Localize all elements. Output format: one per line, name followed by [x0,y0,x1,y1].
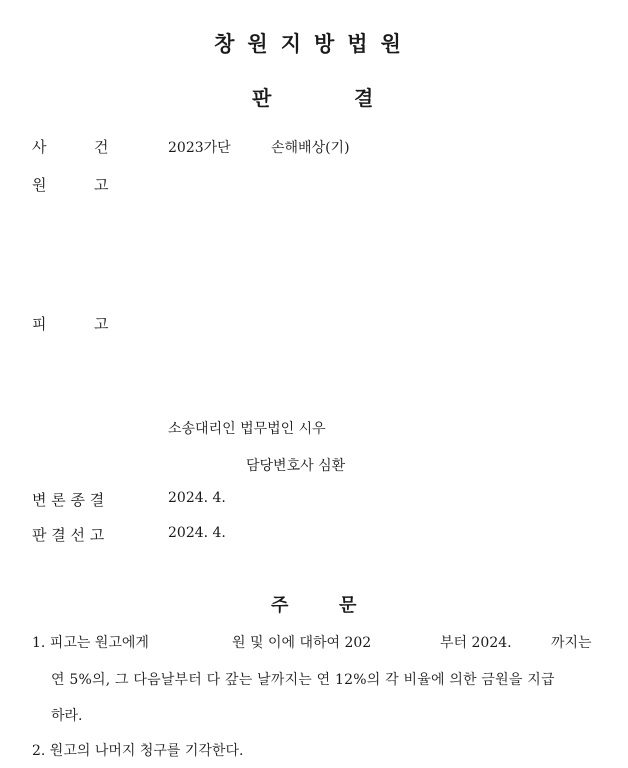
judgment-date: 2024. 4. [168,525,226,541]
defendant-lawyer: 담당변호사 심환 [246,458,346,474]
order-item1-line2: 연 5%의, 그 다음날부터 다 갚는 날까지는 연 12%의 각 비율에 의한 금원을 지급 [51,672,555,688]
order-title-left: 주 [271,595,289,616]
order-item1-part4: 까지는 [551,635,592,651]
case-label-1: 사 [32,138,47,156]
document-title-right: 결 [354,86,374,110]
hearing-end-date: 2024. 4. [168,490,226,506]
order-item1-part1: 1. 피고는 원고에게 [32,635,149,651]
judgment-date-label: 판 결 선 고 [32,526,105,544]
order-item2: 2. 원고의 나머지 청구를 기각한다. [32,743,244,759]
order-item1-part3: 부터 2024. [440,635,512,651]
defendant-label-1: 피 [32,315,47,333]
court-name: 창원지방법원 [214,31,414,56]
defendant-label-2: 고 [94,315,109,333]
defendant-attorney: 소송대리인 법무법인 시우 [168,421,326,437]
order-title-right: 문 [339,595,357,616]
plaintiff-label-2: 고 [94,176,109,194]
case-name: 손해배상(기) [271,140,350,156]
case-number: 2023가단 [168,140,231,156]
hearing-end-label: 변 론 종 결 [32,491,105,509]
order-item1-line3: 하라. [51,708,83,724]
document-title-left: 판 [252,86,272,110]
plaintiff-label-1: 원 [32,176,47,194]
case-label-2: 건 [94,138,109,156]
order-item1-part2: 원 및 이에 대하여 202 [232,635,372,651]
